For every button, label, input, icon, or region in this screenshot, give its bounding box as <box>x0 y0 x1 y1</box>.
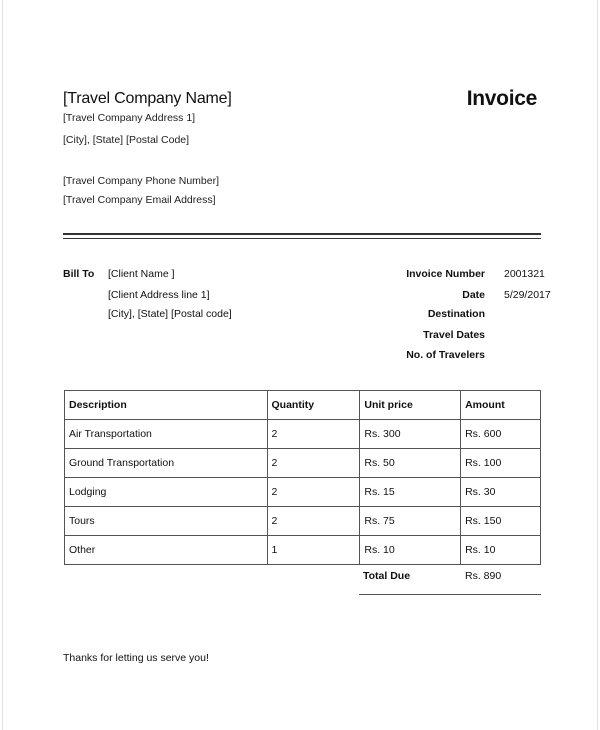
total-due-value: Rs. 890 <box>465 570 502 582</box>
invoice-page <box>2 0 598 730</box>
client-name: [Client Name ] <box>108 268 175 280</box>
cell-quantity: 2 <box>267 478 360 507</box>
cell-description: Ground Transportation <box>65 449 268 478</box>
date-label: Date <box>462 289 485 301</box>
cell-amount: Rs. 100 <box>461 449 541 478</box>
cell-unit-price: Rs. 75 <box>360 507 461 536</box>
table-row <box>65 536 541 565</box>
date-value: 5/29/2017 <box>504 289 551 301</box>
cell-description: Other <box>65 536 268 565</box>
cell-amount: Rs. 10 <box>461 536 541 565</box>
thanks-message: Thanks for letting us serve you! <box>63 652 209 664</box>
cell-quantity: 2 <box>267 449 360 478</box>
line-items-table <box>64 390 541 565</box>
cell-quantity: 1 <box>267 536 360 565</box>
travelers-label: No. of Travelers <box>406 349 485 361</box>
table-header-row <box>65 391 541 420</box>
header-divider-thin <box>63 238 541 239</box>
cell-description: Air Transportation <box>65 420 268 449</box>
table-row <box>65 507 541 536</box>
table-row <box>65 420 541 449</box>
bill-to-label: Bill To <box>63 268 95 280</box>
cell-quantity: 2 <box>267 420 360 449</box>
cell-description: Tours <box>65 507 268 536</box>
travel-dates-label: Travel Dates <box>423 329 485 341</box>
cell-amount: Rs. 30 <box>461 478 541 507</box>
header-unit-price: Unit price <box>360 391 461 420</box>
cell-quantity: 2 <box>267 507 360 536</box>
destination-label: Destination <box>427 308 485 320</box>
company-email: [Travel Company Email Address] <box>63 194 216 206</box>
invoice-number-value: 2001321 <box>504 268 545 280</box>
table-row <box>65 478 541 507</box>
cell-unit-price: Rs. 300 <box>360 420 461 449</box>
company-name: [Travel Company Name] <box>63 90 232 107</box>
cell-unit-price: Rs. 50 <box>360 449 461 478</box>
client-address-line-1: [Client Address line 1] <box>108 289 210 301</box>
company-phone: [Travel Company Phone Number] <box>63 175 220 187</box>
cell-unit-price: Rs. 15 <box>360 478 461 507</box>
company-address-1: [Travel Company Address 1] <box>63 112 196 124</box>
total-due-label: Total Due <box>363 570 411 582</box>
header-quantity: Quantity <box>267 391 360 420</box>
invoice-title: Invoice <box>466 87 537 110</box>
table-row <box>65 449 541 478</box>
company-city-state-postal: [City], [State] [Postal Code] <box>63 134 190 146</box>
cell-description: Lodging <box>65 478 268 507</box>
total-underline <box>359 594 541 595</box>
cell-unit-price: Rs. 10 <box>360 536 461 565</box>
cell-amount: Rs. 600 <box>461 420 541 449</box>
header-description: Description <box>65 391 268 420</box>
invoice-number-label: Invoice Number <box>406 268 485 280</box>
client-city-state-postal: [City], [State] [Postal code] <box>108 308 232 320</box>
cell-amount: Rs. 150 <box>461 507 541 536</box>
header-amount: Amount <box>461 391 541 420</box>
header-divider-thick <box>63 233 541 235</box>
